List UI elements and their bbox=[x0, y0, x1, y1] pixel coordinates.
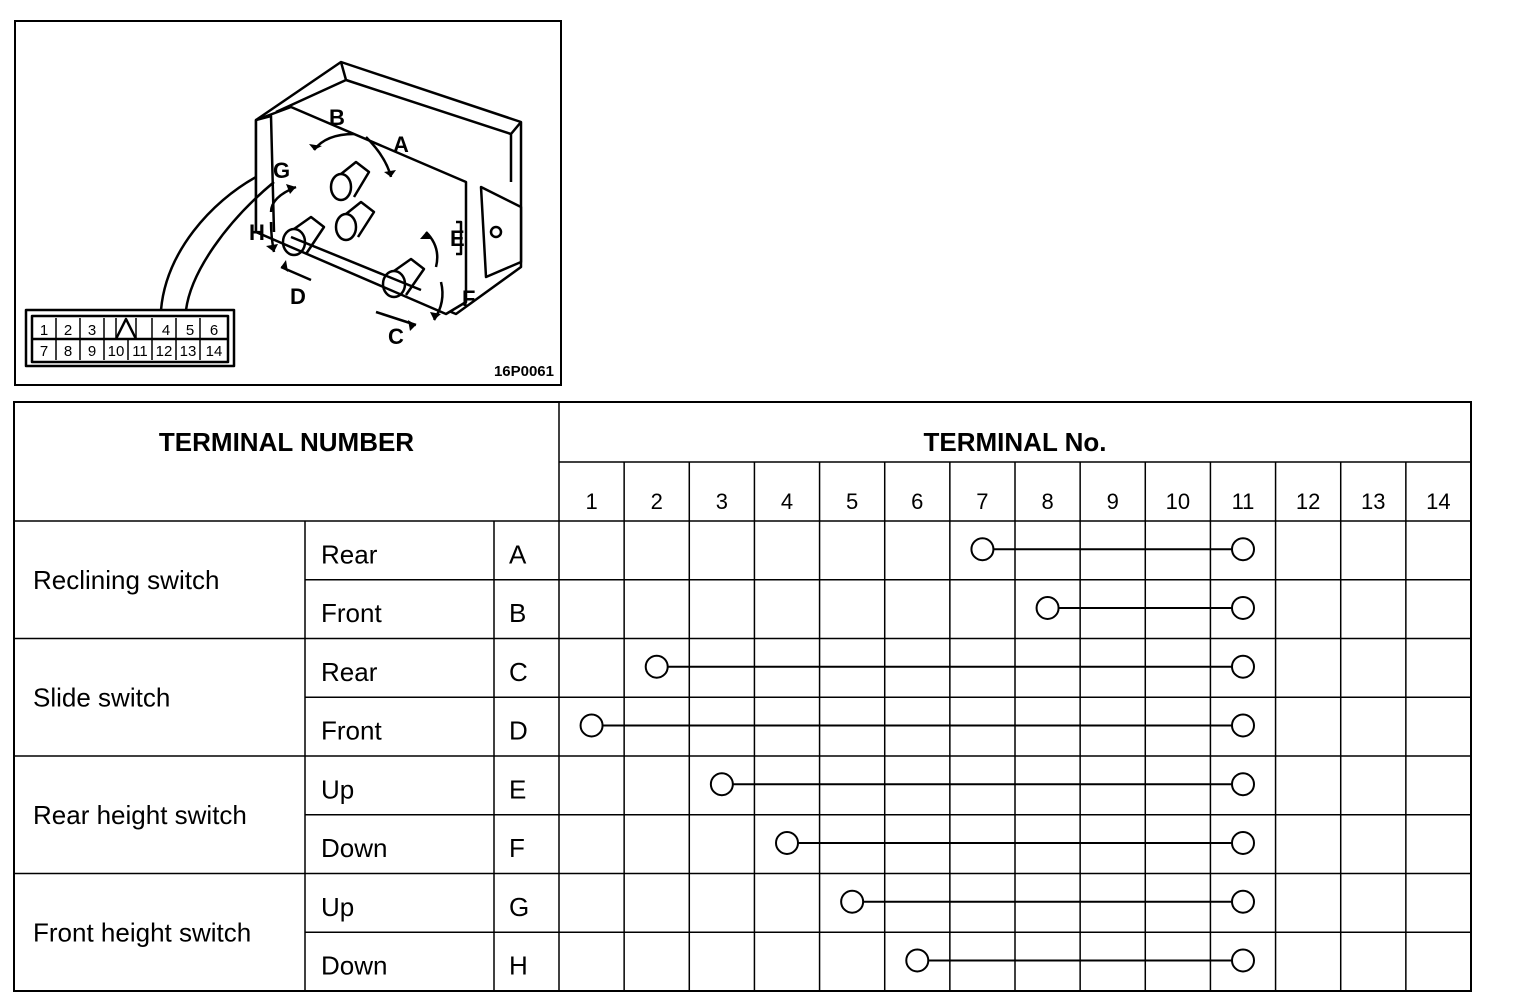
terminal-mark bbox=[1232, 891, 1254, 913]
pin-12: 12 bbox=[155, 343, 173, 360]
terminal-mark bbox=[646, 656, 668, 678]
pin-2: 2 bbox=[63, 322, 73, 339]
header-terminal-number: TERMINAL NUMBER bbox=[158, 427, 415, 457]
terminal-number-2: 2 bbox=[650, 489, 663, 514]
pin-4: 4 bbox=[161, 322, 171, 339]
pin-7: 7 bbox=[39, 343, 49, 360]
row-labels bbox=[33, 539, 529, 980]
row-letter: H bbox=[509, 950, 528, 981]
terminal-mark bbox=[1232, 714, 1254, 736]
group-name: Slide switch bbox=[33, 682, 171, 713]
pin-11: 11 bbox=[132, 343, 148, 360]
letter-g: G bbox=[273, 158, 291, 183]
terminal-number-13: 13 bbox=[1361, 489, 1386, 514]
pin-14: 14 bbox=[205, 343, 223, 360]
terminal-number-10: 10 bbox=[1165, 489, 1191, 514]
row-position: Front bbox=[321, 715, 382, 746]
terminal-mark bbox=[581, 714, 603, 736]
row-position: Rear bbox=[321, 656, 378, 687]
letter-d: D bbox=[290, 284, 306, 309]
pin-5: 5 bbox=[185, 322, 195, 339]
letter-b: B bbox=[329, 105, 345, 130]
pin-9: 9 bbox=[87, 343, 97, 360]
terminal-numbers bbox=[585, 489, 1450, 514]
terminal-number-4: 4 bbox=[780, 489, 794, 514]
group-name: Rear height switch bbox=[33, 799, 247, 830]
terminal-number-6: 6 bbox=[911, 489, 924, 514]
row-letter: G bbox=[509, 891, 530, 922]
terminal-mark bbox=[1232, 656, 1254, 678]
terminal-number-1: 1 bbox=[585, 489, 598, 514]
terminal-mark bbox=[906, 949, 928, 971]
row-letter: A bbox=[509, 539, 527, 570]
terminal-mark bbox=[1232, 949, 1254, 971]
terminal-number-5: 5 bbox=[846, 489, 859, 514]
terminal-number-7: 7 bbox=[976, 489, 989, 514]
terminal-mark bbox=[776, 832, 798, 854]
terminal-mark bbox=[971, 538, 993, 560]
letter-c: C bbox=[388, 324, 404, 349]
pin-13: 13 bbox=[179, 343, 197, 360]
terminal-number-14: 14 bbox=[1426, 489, 1451, 514]
terminal-mark bbox=[1037, 597, 1059, 619]
row-position: Front bbox=[321, 598, 382, 629]
group-name: Front height switch bbox=[33, 917, 252, 948]
row-position: Down bbox=[321, 950, 388, 981]
terminal-mark bbox=[841, 891, 863, 913]
letter-f: F bbox=[462, 286, 476, 311]
terminal-number-12: 12 bbox=[1295, 489, 1321, 514]
letter-a: A bbox=[393, 132, 409, 157]
group-name: Reclining switch bbox=[33, 564, 220, 595]
pin-1: 1 bbox=[39, 322, 49, 339]
pin-6: 6 bbox=[209, 322, 219, 339]
letter-h: H bbox=[249, 220, 265, 245]
row-letter: D bbox=[509, 715, 528, 746]
terminal-mark bbox=[1232, 597, 1254, 619]
terminal-number-8: 8 bbox=[1041, 489, 1054, 514]
letter-e: E bbox=[450, 226, 465, 251]
row-position: Up bbox=[321, 891, 355, 922]
terminal-number-11: 11 bbox=[1231, 489, 1255, 514]
row-position: Rear bbox=[321, 539, 378, 570]
terminal-mark bbox=[711, 773, 733, 795]
terminal-mark bbox=[1232, 773, 1254, 795]
pin-3: 3 bbox=[87, 322, 97, 339]
row-letter: E bbox=[509, 774, 527, 805]
figure-code: 16P0061 bbox=[493, 363, 554, 380]
terminal-mark bbox=[1232, 832, 1254, 854]
terminal-number-9: 9 bbox=[1106, 489, 1119, 514]
row-position: Up bbox=[321, 774, 355, 805]
row-letter: F bbox=[509, 833, 525, 864]
row-letter: C bbox=[509, 656, 528, 687]
terminal-mark bbox=[1232, 538, 1254, 560]
pin-10: 10 bbox=[107, 343, 125, 360]
row-position: Down bbox=[321, 833, 388, 864]
terminal-number-3: 3 bbox=[715, 489, 728, 514]
continuity-marks bbox=[581, 538, 1254, 971]
pin-8: 8 bbox=[63, 343, 73, 360]
header-terminal-no: TERMINAL No. bbox=[923, 427, 1107, 457]
row-letter: B bbox=[509, 598, 527, 629]
